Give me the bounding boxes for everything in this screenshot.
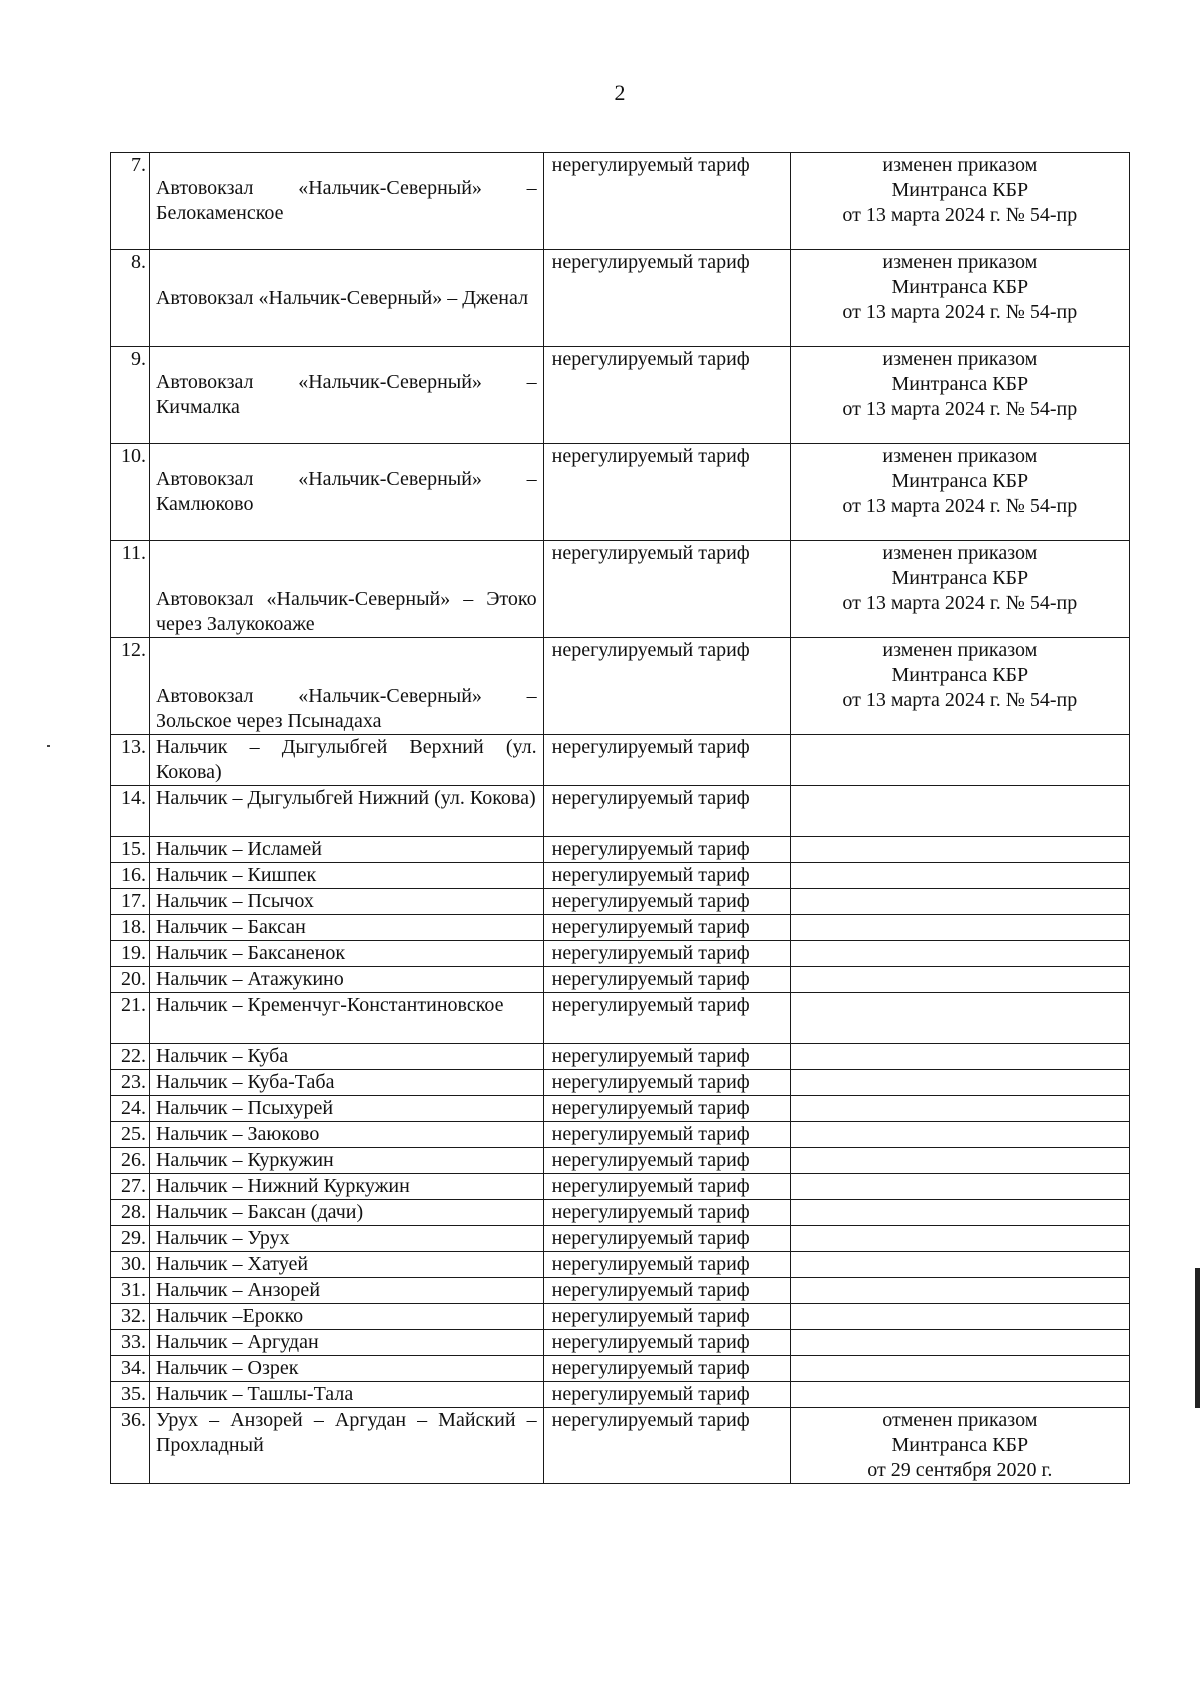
route-name: Нальчик – Атажукино — [149, 967, 543, 993]
tariff-type: нерегулируемый тариф — [543, 837, 790, 863]
table-row — [111, 153, 1130, 250]
margin-mark — [47, 745, 50, 747]
page-number: 2 — [614, 80, 626, 105]
row-number: 18. — [111, 915, 150, 941]
route-name: Автовокзал «Нальчик-Северный» – Кичмалка — [149, 347, 543, 444]
row-number: 23. — [111, 1070, 150, 1096]
tariff-type: нерегулируемый тариф — [543, 1200, 790, 1226]
route-name: Нальчик – Хатуей — [149, 1252, 543, 1278]
table-row — [111, 1278, 1130, 1304]
row-number: 19. — [111, 941, 150, 967]
table-row — [111, 993, 1130, 1044]
row-number: 8. — [111, 250, 150, 347]
table-row — [111, 1070, 1130, 1096]
tariff-type: нерегулируемый тариф — [543, 1148, 790, 1174]
table-row — [111, 915, 1130, 941]
route-name: Нальчик –Ерокко — [149, 1304, 543, 1330]
table-row — [111, 541, 1130, 638]
table-row — [111, 967, 1130, 993]
tariff-type: нерегулируемый тариф — [543, 1356, 790, 1382]
route-name: Нальчик – Аргудан — [149, 1330, 543, 1356]
tariff-type: нерегулируемый тариф — [543, 863, 790, 889]
row-number: 36. — [111, 1408, 150, 1484]
table-row — [111, 638, 1130, 735]
route-note: изменен приказом Минтранса КБР от 13 марта 2024 г. № 54-пр — [790, 638, 1129, 735]
row-number: 16. — [111, 863, 150, 889]
tariff-type: нерегулируемый тариф — [543, 1096, 790, 1122]
row-number: 14. — [111, 786, 150, 837]
row-number: 27. — [111, 1174, 150, 1200]
tariff-type: нерегулируемый тариф — [543, 1278, 790, 1304]
route-name: Нальчик – Баксан (дачи) — [149, 1200, 543, 1226]
route-note: изменен приказом Минтранса КБР от 13 марта 2024 г. № 54-пр — [790, 347, 1129, 444]
route-note — [790, 1044, 1129, 1070]
row-number: 29. — [111, 1226, 150, 1252]
table-row — [111, 1044, 1130, 1070]
table-row — [111, 347, 1130, 444]
route-name: Урух – Анзорей – Аргудан – Майский – Прохладный — [149, 1408, 543, 1484]
table-row — [111, 863, 1130, 889]
row-number: 12. — [111, 638, 150, 735]
table-row — [111, 1096, 1130, 1122]
scan-edge-mark — [1195, 1268, 1200, 1408]
row-number: 21. — [111, 993, 150, 1044]
route-note: отменен приказом Минтранса КБР от 29 сентября 2020 г. — [790, 1408, 1129, 1484]
route-name: Нальчик – Дыгулыбгей Нижний (ул. Кокова) — [149, 786, 543, 837]
row-number: 13. — [111, 735, 150, 786]
row-number: 28. — [111, 1200, 150, 1226]
route-name: Нальчик – Анзорей — [149, 1278, 543, 1304]
tariff-type: нерегулируемый тариф — [543, 1252, 790, 1278]
row-number: 33. — [111, 1330, 150, 1356]
route-note — [790, 993, 1129, 1044]
tariff-type: нерегулируемый тариф — [543, 1174, 790, 1200]
table-row — [111, 1200, 1130, 1226]
row-number: 11. — [111, 541, 150, 638]
table-row — [111, 889, 1130, 915]
route-name: Автовокзал «Нальчик-Северный» – Этоко через Залукокоаже — [149, 541, 543, 638]
route-name: Автовокзал «Нальчик-Северный» – Дженал — [149, 250, 543, 347]
table-row — [111, 1356, 1130, 1382]
tariff-type: нерегулируемый тариф — [543, 1330, 790, 1356]
table-row — [111, 1408, 1130, 1484]
route-note — [790, 863, 1129, 889]
route-name: Нальчик – Баксан — [149, 915, 543, 941]
table-row — [111, 1330, 1130, 1356]
row-number: 15. — [111, 837, 150, 863]
route-name: Нальчик – Озрек — [149, 1356, 543, 1382]
tariff-type: нерегулируемый тариф — [543, 638, 790, 735]
tariff-type: нерегулируемый тариф — [543, 1226, 790, 1252]
tariff-type: нерегулируемый тариф — [543, 735, 790, 786]
row-number: 25. — [111, 1122, 150, 1148]
row-number: 9. — [111, 347, 150, 444]
table-row — [111, 250, 1130, 347]
table-row — [111, 1148, 1130, 1174]
route-note — [790, 1096, 1129, 1122]
route-name: Нальчик – Псычох — [149, 889, 543, 915]
route-name: Нальчик – Нижний Куркужин — [149, 1174, 543, 1200]
row-number: 10. — [111, 444, 150, 541]
route-name: Нальчик – Баксаненок — [149, 941, 543, 967]
route-name: Нальчик – Псыхурей — [149, 1096, 543, 1122]
row-number: 17. — [111, 889, 150, 915]
route-name: Нальчик – Куба-Таба — [149, 1070, 543, 1096]
route-note — [790, 837, 1129, 863]
tariff-type: нерегулируемый тариф — [543, 786, 790, 837]
table-row — [111, 941, 1130, 967]
route-note: изменен приказом Минтранса КБР от 13 марта 2024 г. № 54-пр — [790, 541, 1129, 638]
tariff-type: нерегулируемый тариф — [543, 915, 790, 941]
route-note — [790, 941, 1129, 967]
table-row — [111, 1226, 1130, 1252]
route-name: Нальчик – Куркужин — [149, 1148, 543, 1174]
route-name: Нальчик – Исламей — [149, 837, 543, 863]
tariff-type: нерегулируемый тариф — [543, 541, 790, 638]
table-row — [111, 837, 1130, 863]
route-name: Нальчик – Куба — [149, 1044, 543, 1070]
route-note — [790, 1278, 1129, 1304]
route-name: Автовокзал «Нальчик-Северный» – Зольское через Псынадаха — [149, 638, 543, 735]
route-note — [790, 1382, 1129, 1408]
tariff-type: нерегулируемый тариф — [543, 993, 790, 1044]
route-name: Автовокзал «Нальчик-Северный» – Камлюково — [149, 444, 543, 541]
row-number: 32. — [111, 1304, 150, 1330]
table-row — [111, 1174, 1130, 1200]
tariff-type: нерегулируемый тариф — [543, 1044, 790, 1070]
route-note — [790, 1252, 1129, 1278]
row-number: 31. — [111, 1278, 150, 1304]
route-note: изменен приказом Минтранса КБР от 13 марта 2024 г. № 54-пр — [790, 444, 1129, 541]
route-name: Нальчик – Ташлы-Тала — [149, 1382, 543, 1408]
tariff-type: нерегулируемый тариф — [543, 967, 790, 993]
route-note — [790, 735, 1129, 786]
route-name: Нальчик – Дыгулыбгей Верхний (ул. Кокова) — [149, 735, 543, 786]
table-row — [111, 735, 1130, 786]
route-note — [790, 915, 1129, 941]
row-number: 35. — [111, 1382, 150, 1408]
route-note — [790, 786, 1129, 837]
route-note — [790, 1356, 1129, 1382]
tariff-type: нерегулируемый тариф — [543, 250, 790, 347]
route-note — [790, 1304, 1129, 1330]
row-number: 22. — [111, 1044, 150, 1070]
route-note — [790, 1174, 1129, 1200]
route-note — [790, 1226, 1129, 1252]
tariff-type: нерегулируемый тариф — [543, 1122, 790, 1148]
route-name: Автовокзал «Нальчик-Северный» – Белокаменское — [149, 153, 543, 250]
route-note — [790, 1330, 1129, 1356]
tariff-type: нерегулируемый тариф — [543, 153, 790, 250]
route-name: Нальчик – Заюково — [149, 1122, 543, 1148]
tariff-type: нерегулируемый тариф — [543, 347, 790, 444]
table-row — [111, 1304, 1130, 1330]
row-number: 7. — [111, 153, 150, 250]
row-number: 30. — [111, 1252, 150, 1278]
route-note — [790, 1070, 1129, 1096]
route-name: Нальчик – Кременчуг-Константиновское — [149, 993, 543, 1044]
route-note — [790, 889, 1129, 915]
tariff-type: нерегулируемый тариф — [543, 444, 790, 541]
route-note — [790, 1200, 1129, 1226]
route-note — [790, 967, 1129, 993]
route-note: изменен приказом Минтранса КБР от 13 марта 2024 г. № 54-пр — [790, 250, 1129, 347]
route-note — [790, 1122, 1129, 1148]
route-name: Нальчик – Урух — [149, 1226, 543, 1252]
routes-table — [110, 152, 1130, 1484]
tariff-type: нерегулируемый тариф — [543, 1070, 790, 1096]
table-row — [111, 786, 1130, 837]
table-row — [111, 1252, 1130, 1278]
tariff-type: нерегулируемый тариф — [543, 941, 790, 967]
route-note — [790, 1148, 1129, 1174]
table-row — [111, 1382, 1130, 1408]
tariff-type: нерегулируемый тариф — [543, 1408, 790, 1484]
table-row — [111, 1122, 1130, 1148]
tariff-type: нерегулируемый тариф — [543, 889, 790, 915]
row-number: 20. — [111, 967, 150, 993]
table-row — [111, 444, 1130, 541]
row-number: 26. — [111, 1148, 150, 1174]
row-number: 34. — [111, 1356, 150, 1382]
row-number: 24. — [111, 1096, 150, 1122]
tariff-type: нерегулируемый тариф — [543, 1382, 790, 1408]
tariff-type: нерегулируемый тариф — [543, 1304, 790, 1330]
route-note: изменен приказом Минтранса КБР от 13 марта 2024 г. № 54-пр — [790, 153, 1129, 250]
route-name: Нальчик – Кишпек — [149, 863, 543, 889]
